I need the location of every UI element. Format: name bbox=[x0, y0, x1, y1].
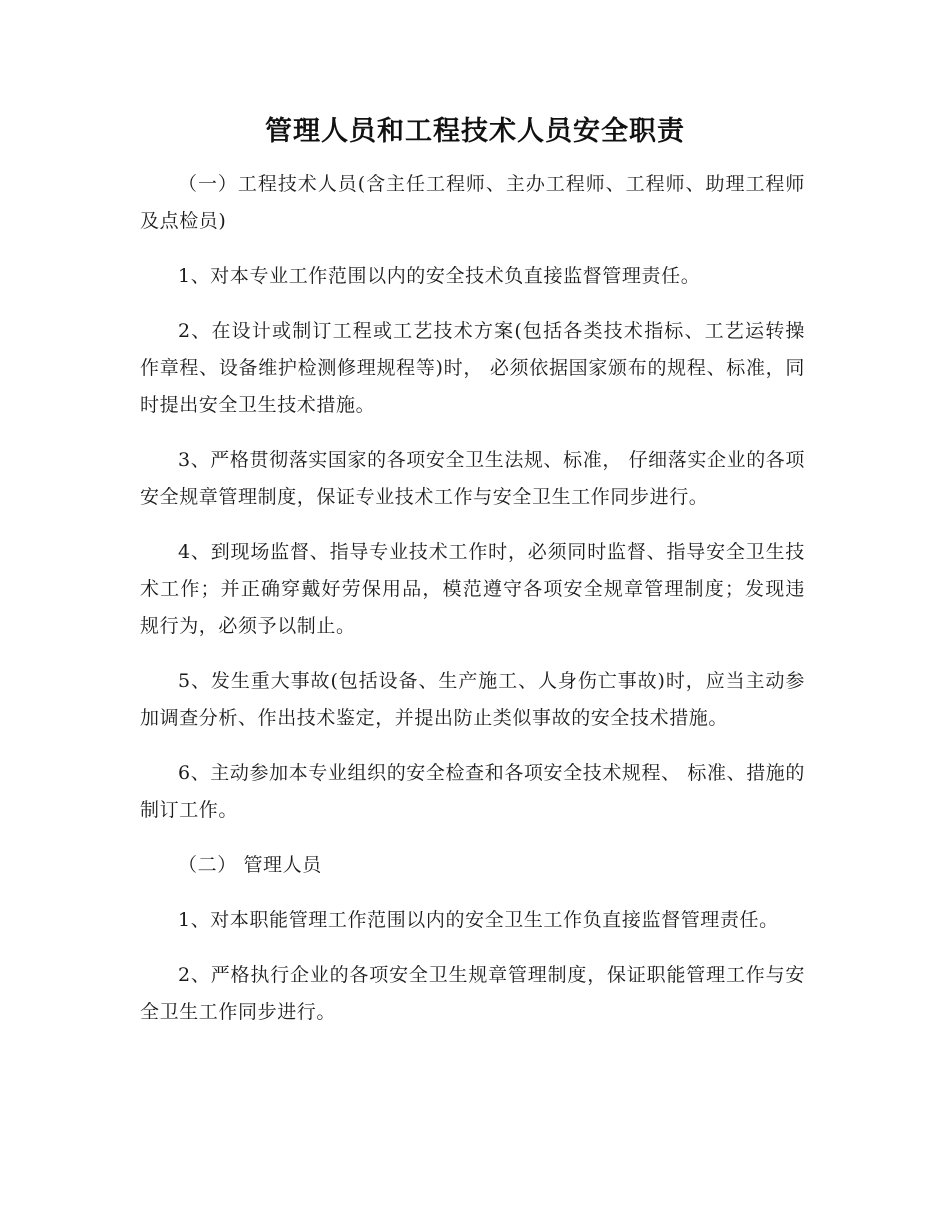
paragraph-item: 4、到现场监督、指导专业技术工作时，必须同时监督、指导安全卫生技术工作；并正确穿戴好劳保用品，模范遵守各项安全规章管理制度；发现违规行为，必须予以制止。 bbox=[140, 541, 805, 637]
document-title: 管理人员和工程技术人员安全职责 bbox=[265, 116, 685, 147]
paragraph-item: 1、对本职能管理工作范围以内的安全卫生工作负直接监督管理责任。 bbox=[178, 909, 779, 931]
document-body bbox=[140, 166, 805, 1049]
paragraph-item: 2、严格执行企业的各项安全卫生规章管理制度，保证职能管理工作与安全卫生工作同步进行。 bbox=[140, 964, 805, 1023]
paragraph-item: 5、发生重大事故(包括设备、生产施工、人身伤亡事故)时，应当主动参加调查分析、作出技术鉴定，并提出防止类似事故的安全技术措施。 bbox=[140, 670, 805, 729]
paragraph-item: 2、在设计或制订工程或工艺技术方案(包括各类技术指标、工艺运转操作章程、设备维护检测修理规程等)时， 必须依据国家颁布的规程、标准，同时提出安全卫生技术措施。 bbox=[140, 320, 805, 416]
paragraph-item: 3、严格贯彻落实国家的各项安全卫生法规、标准， 仔细落实企业的各项安全规章管理制度，保证专业技术工作与安全卫生工作同步进行。 bbox=[140, 449, 805, 508]
section-heading-engineering-staff: （一）工程技术人员(含主任工程师、主办工程师、工程师、助理工程师及点检员) bbox=[140, 173, 805, 232]
section-heading-management-staff: （二） 管理人员 bbox=[178, 854, 322, 876]
paragraph-item: 6、主动参加本专业组织的安全检查和各项安全技术规程、 标准、措施的制订工作。 bbox=[140, 762, 805, 821]
paragraph-item: 1、对本专业工作范围以内的安全技术负直接监督管理责任。 bbox=[178, 265, 701, 287]
